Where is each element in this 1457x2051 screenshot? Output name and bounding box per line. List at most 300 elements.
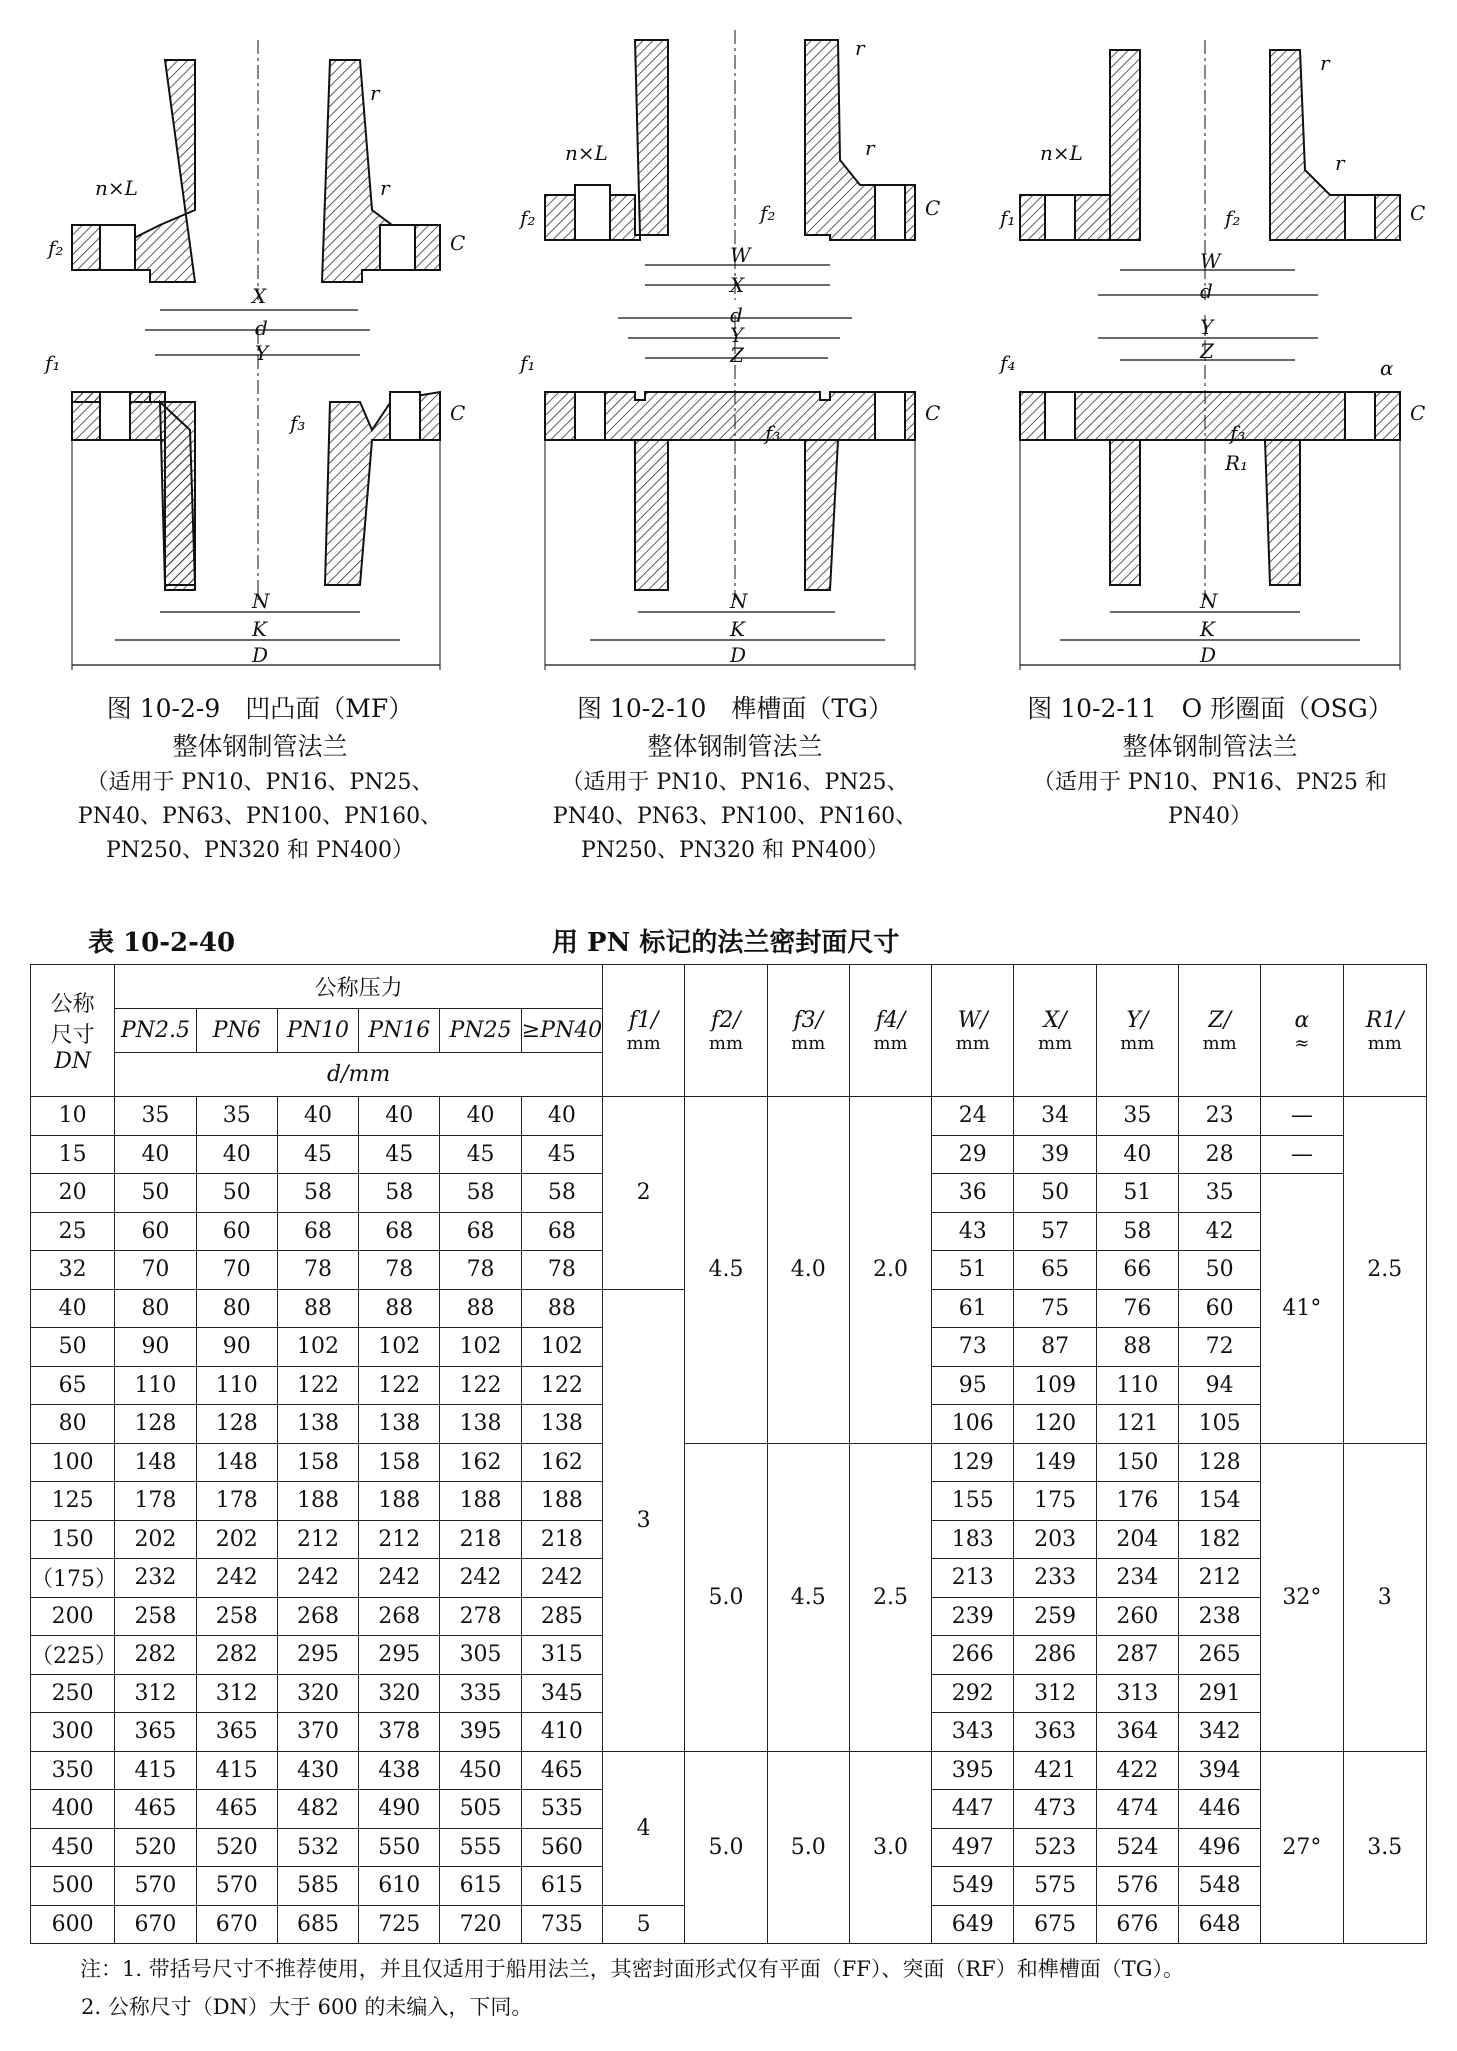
d-cell: 278 [440, 1597, 521, 1636]
dim-cell: 129 [932, 1443, 1014, 1482]
table-row [31, 1443, 1427, 1482]
d-cell: 178 [196, 1482, 277, 1521]
dim-cell: 474 [1096, 1790, 1178, 1829]
dim-cell: 342 [1179, 1713, 1261, 1752]
table-title: 用 PN 标记的法兰密封面尺寸 [552, 928, 900, 958]
svg-text:C: C [450, 231, 466, 255]
note-line: 2. 公称尺寸（DN）大于 600 的未编入，下同。 [81, 1995, 533, 2019]
figure-note-line: （适用于 PN10、PN16、PN25 和 PN40） [1032, 770, 1388, 829]
f3-cell: 4.0 [767, 1097, 849, 1444]
d-cell: 505 [440, 1790, 521, 1829]
svg-text:f₂: f₂ [760, 201, 776, 225]
d-cell: 585 [277, 1867, 358, 1906]
dim-cell: 291 [1179, 1674, 1261, 1713]
f4-cell: 2.0 [849, 1097, 931, 1444]
dn-cell: 125 [31, 1482, 115, 1521]
d-cell: 68 [521, 1212, 602, 1251]
dim-cell: 203 [1014, 1520, 1096, 1559]
dim-cell: 447 [932, 1790, 1014, 1829]
dim-cell: 233 [1014, 1559, 1096, 1598]
dim-cell: 128 [1179, 1443, 1261, 1482]
r1-cell: 3.5 [1343, 1751, 1426, 1944]
dim-cell: 73 [932, 1328, 1014, 1367]
dim-cell: 39 [1014, 1135, 1096, 1174]
dn-cell: 50 [31, 1328, 115, 1367]
d-cell: 78 [440, 1251, 521, 1290]
f1-cell: 4 [603, 1751, 685, 1905]
dim-cell: 576 [1096, 1867, 1178, 1906]
d-cell: 88 [277, 1289, 358, 1328]
svg-text:f₂: f₂ [520, 206, 536, 230]
f2-cell: 4.5 [685, 1097, 767, 1444]
d-cell: 450 [440, 1751, 521, 1790]
r1-cell: 3 [1343, 1443, 1426, 1751]
d-cell: 68 [277, 1212, 358, 1251]
header-unit: mm [708, 1032, 744, 1054]
f1-cell: 5 [603, 1905, 685, 1944]
d-cell: 102 [521, 1328, 602, 1367]
d-cell: 128 [115, 1405, 196, 1444]
dim-cell: 50 [1014, 1174, 1096, 1213]
dim-cell: 60 [1179, 1289, 1261, 1328]
dn-cell: 100 [31, 1443, 115, 1482]
col-header-y [1096, 965, 1178, 1097]
figure-tg-labels [518, 36, 940, 667]
d-cell: 490 [359, 1790, 440, 1829]
d-cell: 735 [521, 1905, 602, 1944]
dim-cell: 259 [1014, 1597, 1096, 1636]
d-cell: 80 [115, 1289, 196, 1328]
svg-text:D: D [730, 643, 747, 667]
d-cell: 345 [521, 1674, 602, 1713]
dim-cell: 649 [932, 1905, 1014, 1944]
dim-cell: 312 [1014, 1674, 1096, 1713]
header-unit: ≈ [1294, 1032, 1310, 1054]
header-name: R1/ [1365, 1007, 1404, 1033]
svg-text:K: K [1200, 617, 1215, 641]
svg-text:D: D [1200, 643, 1217, 667]
dim-cell: 42 [1179, 1212, 1261, 1251]
d-cell: 615 [440, 1867, 521, 1906]
figure-note-line: （适用于 PN10、PN16、PN25、 [561, 770, 909, 795]
figure-note-line: PN250、PN320 和 PN400） [580, 838, 890, 863]
f4-cell: 2.5 [849, 1443, 931, 1751]
svg-text:W: W [730, 243, 751, 267]
header-line: 公称 [50, 992, 95, 1017]
d-cell: 78 [359, 1251, 440, 1290]
svg-text:N: N [252, 589, 270, 613]
d-cell: 70 [196, 1251, 277, 1290]
svg-text:f₂: f₂ [1225, 206, 1241, 230]
d-cell: 122 [440, 1366, 521, 1405]
dn-cell: 25 [31, 1212, 115, 1251]
header-unit: mm [1202, 1032, 1237, 1054]
dim-cell: 548 [1179, 1867, 1261, 1906]
svg-text:f₃: f₃ [1230, 421, 1246, 445]
d-cell: 570 [196, 1867, 277, 1906]
svg-text:n×L: n×L [1040, 141, 1083, 165]
d-cell: 312 [196, 1674, 277, 1713]
dn-cell: 400 [31, 1790, 115, 1829]
d-cell: 202 [115, 1520, 196, 1559]
d-cell: 148 [196, 1443, 277, 1482]
dim-cell: 34 [1014, 1097, 1096, 1136]
d-cell: 138 [359, 1405, 440, 1444]
header-name: f3/ [793, 1007, 824, 1033]
d-cell: 285 [521, 1597, 602, 1636]
dim-cell: 28 [1179, 1135, 1261, 1174]
dn-cell: 600 [31, 1905, 115, 1944]
dim-cell: 176 [1096, 1482, 1178, 1521]
dim-cell: 61 [932, 1289, 1014, 1328]
f1-cell: 3 [603, 1289, 685, 1751]
dim-cell: 394 [1179, 1751, 1261, 1790]
svg-text:K: K [252, 617, 267, 641]
d-cell: 110 [196, 1366, 277, 1405]
d-cell: 122 [359, 1366, 440, 1405]
d-cell: 58 [521, 1174, 602, 1213]
d-cell: 40 [277, 1097, 358, 1136]
dim-cell: 29 [932, 1135, 1014, 1174]
svg-text:r: r [865, 136, 875, 160]
d-cell: 282 [196, 1636, 277, 1675]
col-header-pn: PN2.5 [115, 1009, 196, 1053]
dim-cell: 95 [932, 1366, 1014, 1405]
svg-text:r: r [855, 36, 865, 60]
d-cell: 685 [277, 1905, 358, 1944]
d-cell: 88 [521, 1289, 602, 1328]
figure-caption-tg [535, 690, 935, 868]
d-cell: 720 [440, 1905, 521, 1944]
svg-text:r: r [1335, 151, 1345, 175]
d-cell: 40 [521, 1097, 602, 1136]
col-header-d-unit: d/mm [115, 1053, 603, 1097]
d-cell: 50 [196, 1174, 277, 1213]
svg-text:n×L: n×L [565, 141, 608, 165]
figure-note-line: （适用于 PN10、PN16、PN25、 [86, 770, 434, 795]
d-cell: 78 [277, 1251, 358, 1290]
svg-text:C: C [1410, 201, 1426, 225]
d-cell: 102 [277, 1328, 358, 1367]
d-cell: 110 [115, 1366, 196, 1405]
d-cell: 232 [115, 1559, 196, 1598]
d-cell: 212 [277, 1520, 358, 1559]
d-cell: 555 [440, 1828, 521, 1867]
table-body [31, 1097, 1427, 1944]
dim-cell: 88 [1096, 1328, 1178, 1367]
svg-text:f₁: f₁ [45, 351, 61, 375]
dim-cell: 204 [1096, 1520, 1178, 1559]
table-number: 表 10-2-40 [88, 928, 236, 958]
dim-cell: 120 [1014, 1405, 1096, 1444]
alpha-cell: — [1261, 1097, 1343, 1136]
dn-cell: 450 [31, 1828, 115, 1867]
svg-text:r: r [1320, 51, 1330, 75]
d-cell: 58 [440, 1174, 521, 1213]
dim-cell: 24 [932, 1097, 1014, 1136]
dim-cell: 36 [932, 1174, 1014, 1213]
alpha-cell: — [1261, 1135, 1343, 1174]
dim-cell: 496 [1179, 1828, 1261, 1867]
col-header-w [932, 965, 1014, 1097]
col-header-f4 [849, 965, 931, 1097]
col-header-f1 [603, 965, 685, 1097]
d-cell: 410 [521, 1713, 602, 1752]
d-cell: 305 [440, 1636, 521, 1675]
r1-cell: 2.5 [1343, 1097, 1426, 1444]
dim-cell: 575 [1014, 1867, 1096, 1906]
svg-text:f₃: f₃ [290, 411, 306, 435]
figure-note-line: PN40、PN63、PN100、PN160、 [77, 804, 443, 829]
d-cell: 365 [196, 1713, 277, 1752]
flange-sealing-dimension-table [30, 964, 1427, 1944]
figure-note-line: PN250、PN320 和 PN400） [105, 838, 415, 863]
f3-cell: 4.5 [767, 1443, 849, 1751]
d-cell: 178 [115, 1482, 196, 1521]
header-name: f4/ [875, 1007, 906, 1033]
d-cell: 40 [440, 1097, 521, 1136]
svg-text:n×L: n×L [95, 176, 138, 200]
svg-text:f₄: f₄ [1000, 351, 1016, 375]
d-cell: 70 [115, 1251, 196, 1290]
dn-cell: （175） [31, 1559, 115, 1598]
dim-cell: 523 [1014, 1828, 1096, 1867]
d-cell: 78 [521, 1251, 602, 1290]
svg-text:W: W [1200, 249, 1221, 273]
dim-cell: 110 [1096, 1366, 1178, 1405]
d-cell: 465 [196, 1790, 277, 1829]
dim-cell: 43 [932, 1212, 1014, 1251]
d-cell: 162 [440, 1443, 521, 1482]
svg-text:Y: Y [1200, 315, 1214, 339]
dn-cell: 150 [31, 1520, 115, 1559]
d-cell: 430 [277, 1751, 358, 1790]
d-cell: 320 [277, 1674, 358, 1713]
col-header-pn: PN10 [277, 1009, 358, 1053]
svg-text:N: N [730, 589, 748, 613]
header-name: Z/ [1208, 1007, 1231, 1033]
col-header-x [1014, 965, 1096, 1097]
d-cell: 670 [196, 1905, 277, 1944]
d-cell: 45 [359, 1135, 440, 1174]
d-cell: 60 [196, 1212, 277, 1251]
d-cell: 395 [440, 1713, 521, 1752]
dim-cell: 106 [932, 1405, 1014, 1444]
d-cell: 242 [521, 1559, 602, 1598]
dim-cell: 265 [1179, 1636, 1261, 1675]
dim-cell: 76 [1096, 1289, 1178, 1328]
alpha-cell: 27° [1261, 1751, 1343, 1944]
d-cell: 90 [196, 1328, 277, 1367]
header-name: X/ [1043, 1007, 1067, 1033]
d-cell: 88 [359, 1289, 440, 1328]
d-cell: 60 [115, 1212, 196, 1251]
figure-caption-mf [60, 690, 460, 868]
figure-caption-osg [1005, 690, 1415, 834]
d-cell: 218 [440, 1520, 521, 1559]
dn-cell: 65 [31, 1366, 115, 1405]
col-header-dn [31, 965, 115, 1097]
dim-cell: 266 [932, 1636, 1014, 1675]
svg-text:X: X [730, 273, 745, 297]
dn-cell: （225） [31, 1636, 115, 1675]
d-cell: 535 [521, 1790, 602, 1829]
dim-cell: 421 [1014, 1751, 1096, 1790]
d-cell: 520 [196, 1828, 277, 1867]
dim-cell: 40 [1096, 1135, 1178, 1174]
dim-cell: 23 [1179, 1097, 1261, 1136]
d-cell: 102 [440, 1328, 521, 1367]
dim-cell: 75 [1014, 1289, 1096, 1328]
d-cell: 532 [277, 1828, 358, 1867]
svg-text:Y: Y [730, 323, 744, 347]
svg-text:Z: Z [730, 343, 744, 367]
d-cell: 258 [196, 1597, 277, 1636]
dim-cell: 105 [1179, 1405, 1261, 1444]
d-cell: 560 [521, 1828, 602, 1867]
d-cell: 438 [359, 1751, 440, 1790]
d-cell: 188 [440, 1482, 521, 1521]
d-cell: 122 [277, 1366, 358, 1405]
svg-text:d: d [1200, 279, 1213, 303]
dn-cell: 250 [31, 1674, 115, 1713]
d-cell: 242 [277, 1559, 358, 1598]
d-cell: 725 [359, 1905, 440, 1944]
svg-text:K: K [730, 617, 745, 641]
dim-cell: 446 [1179, 1790, 1261, 1829]
figure-title: 图 10-2-9 凹凸面（MF） [106, 694, 414, 723]
svg-text:f₁: f₁ [1000, 206, 1016, 230]
svg-text:r: r [370, 81, 380, 105]
d-cell: 335 [440, 1674, 521, 1713]
dim-cell: 364 [1096, 1713, 1178, 1752]
d-cell: 102 [359, 1328, 440, 1367]
dim-cell: 87 [1014, 1328, 1096, 1367]
col-header-z [1179, 965, 1261, 1097]
dim-cell: 35 [1179, 1174, 1261, 1213]
figure-note-line: PN40、PN63、PN100、PN160、 [552, 804, 918, 829]
f2-cell: 5.0 [685, 1751, 767, 1944]
d-cell: 188 [359, 1482, 440, 1521]
header-unit: mm [1367, 1032, 1402, 1054]
d-cell: 188 [521, 1482, 602, 1521]
figure-osg-labels [998, 51, 1425, 667]
svg-text:d: d [255, 316, 268, 340]
dn-cell: 80 [31, 1405, 115, 1444]
d-cell: 415 [196, 1751, 277, 1790]
svg-text:f₁: f₁ [520, 351, 536, 375]
d-cell: 315 [521, 1636, 602, 1675]
dim-cell: 183 [932, 1520, 1014, 1559]
dim-cell: 65 [1014, 1251, 1096, 1290]
dim-cell: 57 [1014, 1212, 1096, 1251]
svg-text:Z: Z [1200, 339, 1214, 363]
d-cell: 282 [115, 1636, 196, 1675]
d-cell: 268 [359, 1597, 440, 1636]
f4-cell: 3.0 [849, 1751, 931, 1944]
dim-cell: 150 [1096, 1443, 1178, 1482]
d-cell: 50 [115, 1174, 196, 1213]
header-line: DN [54, 1049, 92, 1074]
d-cell: 40 [359, 1097, 440, 1136]
svg-text:d: d [730, 303, 743, 327]
header-unit: mm [955, 1032, 990, 1054]
header-name: α [1294, 1007, 1310, 1033]
d-cell: 258 [115, 1597, 196, 1636]
dn-cell: 500 [31, 1867, 115, 1906]
d-cell: 550 [359, 1828, 440, 1867]
d-cell: 138 [277, 1405, 358, 1444]
d-cell: 242 [196, 1559, 277, 1598]
col-header-f3 [767, 965, 849, 1097]
figure-subtitle: 整体钢制管法兰 [172, 732, 348, 761]
d-cell: 88 [440, 1289, 521, 1328]
dim-cell: 149 [1014, 1443, 1096, 1482]
table-row [31, 1097, 1427, 1136]
d-cell: 40 [115, 1135, 196, 1174]
d-cell: 80 [196, 1289, 277, 1328]
dim-cell: 260 [1096, 1597, 1178, 1636]
d-cell: 295 [277, 1636, 358, 1675]
dim-cell: 287 [1096, 1636, 1178, 1675]
dim-cell: 675 [1014, 1905, 1096, 1944]
d-cell: 45 [521, 1135, 602, 1174]
svg-text:r: r [380, 176, 390, 200]
dim-cell: 313 [1096, 1674, 1178, 1713]
f1-cell: 2 [603, 1097, 685, 1290]
col-header-pn: ≥PN40 [521, 1009, 602, 1053]
figure-title: 图 10-2-11 O 形圈面（OSG） [1027, 694, 1393, 723]
dim-cell: 182 [1179, 1520, 1261, 1559]
d-cell: 320 [359, 1674, 440, 1713]
d-cell: 138 [521, 1405, 602, 1444]
col-header-alpha [1261, 965, 1343, 1097]
col-header-pn: PN6 [196, 1009, 277, 1053]
dn-cell: 350 [31, 1751, 115, 1790]
d-cell: 570 [115, 1867, 196, 1906]
d-cell: 365 [115, 1713, 196, 1752]
header-name: W/ [957, 1007, 988, 1033]
dim-cell: 212 [1179, 1559, 1261, 1598]
dn-cell: 15 [31, 1135, 115, 1174]
d-cell: 520 [115, 1828, 196, 1867]
col-header-f2 [685, 965, 767, 1097]
svg-text:C: C [925, 401, 941, 425]
d-cell: 465 [115, 1790, 196, 1829]
d-cell: 670 [115, 1905, 196, 1944]
dim-cell: 35 [1096, 1097, 1178, 1136]
dn-cell: 32 [31, 1251, 115, 1290]
col-header-r1 [1343, 965, 1426, 1097]
dim-cell: 51 [1096, 1174, 1178, 1213]
header-unit: mm [791, 1032, 826, 1054]
d-cell: 162 [521, 1443, 602, 1482]
svg-text:R₁: R₁ [1225, 451, 1249, 475]
header-unit: mm [1120, 1032, 1155, 1054]
svg-text:D: D [252, 643, 269, 667]
svg-text:Y: Y [255, 341, 269, 365]
col-header-pn: PN25 [440, 1009, 521, 1053]
header-unit: mm [1038, 1032, 1073, 1054]
dim-cell: 238 [1179, 1597, 1261, 1636]
dim-cell: 94 [1179, 1366, 1261, 1405]
dim-cell: 648 [1179, 1905, 1261, 1944]
d-cell: 202 [196, 1520, 277, 1559]
dn-cell: 200 [31, 1597, 115, 1636]
dim-cell: 50 [1179, 1251, 1261, 1290]
dim-cell: 549 [932, 1867, 1014, 1906]
dim-cell: 58 [1096, 1212, 1178, 1251]
